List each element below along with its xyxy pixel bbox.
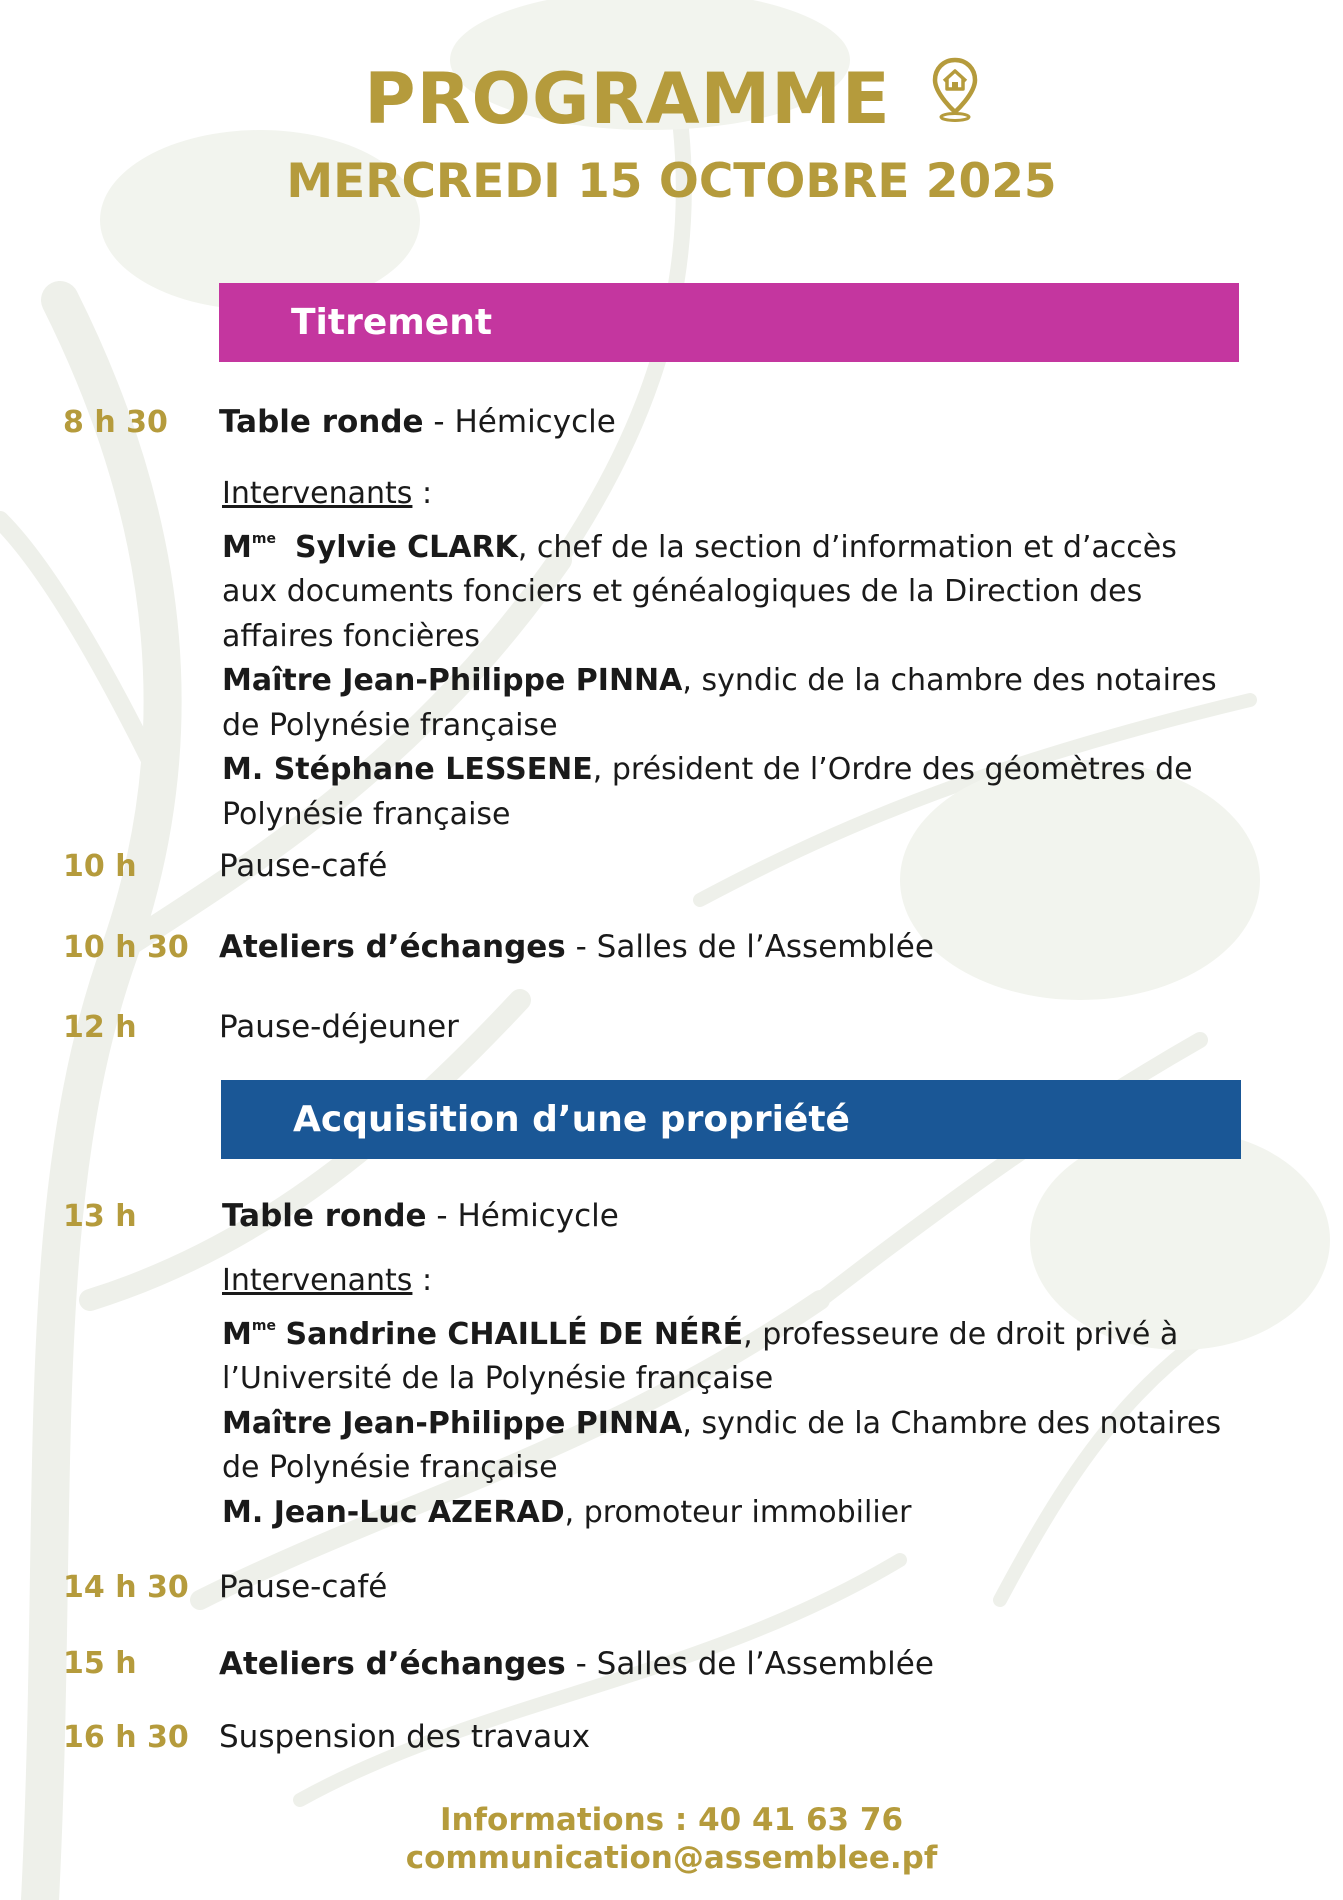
time-slot: 10 h 30 [63,930,189,965]
speaker-prefix-sup: me [251,530,276,547]
time-slot: 16 h 30 [63,1720,189,1755]
section-header-acquisition: Acquisition d’une propriété [221,1080,1241,1159]
agenda-item-place: Pause-déjeuner [219,1009,459,1045]
agenda-item [219,1719,590,1755]
speaker-entry [222,659,1232,748]
speakers-colon: : [412,476,433,511]
speakers-heading [222,1259,1232,1304]
agenda-item-place: Salles de l’Assemblée [596,1646,934,1682]
speaker-role: , président de l’Ordre des géomètres de Polynésie française [222,752,1193,832]
speaker-role: , syndic de la Chambre des notaires de Polynésie française [222,1405,1222,1485]
speaker-entry [222,517,1232,660]
speaker-name: Maître Jean-Philippe PINNA [222,663,683,698]
speakers-list [222,1259,1232,1535]
speaker-prefix-sup: me [251,1317,276,1334]
event-date: MERCREDI 15 OCTOBRE 2025 [286,154,1057,209]
speaker-role: , chef de la section d’information et d’accès aux documents fonciers et généalogiques de la Direction des affaires foncières [222,529,1177,654]
agenda-item-place: Pause-café [219,1569,388,1605]
time-slot: 10 h [63,849,137,884]
agenda-item [219,848,387,884]
agenda-item-separator: - [423,404,455,440]
agenda-item-place: Hémicycle [454,404,616,440]
speaker-entry [222,1304,1232,1402]
location-house-pin-icon [931,56,979,139]
speaker-role: , professeure de droit privé à l’Université de la Polynésie française [222,1316,1179,1396]
speaker-entry [222,748,1232,837]
agenda-item-place: Pause-café [219,848,388,884]
agenda-item-title: Ateliers d’échanges [219,929,566,965]
speaker-role: , syndic de la chambre des notaires de Polynésie française [222,663,1217,743]
time-slot: 13 h [63,1199,137,1234]
agenda-item [219,1569,387,1605]
page-title-text: PROGRAMME [364,58,891,140]
speakers-list [222,472,1232,837]
speaker-prefix: M [222,1316,252,1352]
speaker-name: Maître Jean-Philippe PINNA [222,1405,683,1441]
agenda-item [219,1009,459,1045]
speakers-label: Intervenants [222,1263,413,1298]
page-title [0,58,1343,145]
agenda-item-title: Table ronde [219,404,424,440]
agenda-item [222,1198,619,1234]
speaker-name: Sylvie CLARK [295,529,518,565]
time-slot: 8 h 30 [63,405,168,440]
speaker-name: M. Stéphane LESSENE [222,752,593,787]
time-slot: 12 h [63,1010,137,1045]
agenda-item-place: Suspension des travaux [219,1719,591,1755]
agenda-item-separator: - [565,1646,597,1682]
agenda-item [219,1646,934,1682]
speakers-heading [222,472,1232,517]
speaker-entry [222,1491,1232,1536]
speaker-role: , promoteur immobilier [564,1494,912,1530]
agenda-item-separator: - [565,929,597,965]
agenda-item-place: Hémicycle [457,1198,619,1234]
time-slot: 15 h [63,1646,137,1681]
agenda-item-title: Table ronde [222,1198,427,1234]
section-header-titrement: Titrement [219,283,1239,362]
speaker-prefix: M [222,529,252,565]
agenda-item [219,929,934,965]
agenda-item-title: Ateliers d’échanges [219,1646,566,1682]
speaker-name: M. Jean-Luc AZERAD [222,1494,565,1530]
speaker-entry [222,1402,1232,1491]
agenda-item-separator: - [426,1198,458,1234]
time-slot: 14 h 30 [63,1570,189,1605]
speakers-label: Intervenants [222,476,413,511]
speakers-colon: : [412,1263,433,1298]
speaker-name: Sandrine CHAILLÉ DE NÉRÉ [285,1316,744,1352]
footer-email[interactable]: communication@assemblee.pf [405,1840,938,1876]
agenda-item [219,404,616,440]
footer-info-phone: Informations : 40 41 63 76 [439,1802,904,1838]
agenda-item-place: Salles de l’Assemblée [596,929,934,965]
